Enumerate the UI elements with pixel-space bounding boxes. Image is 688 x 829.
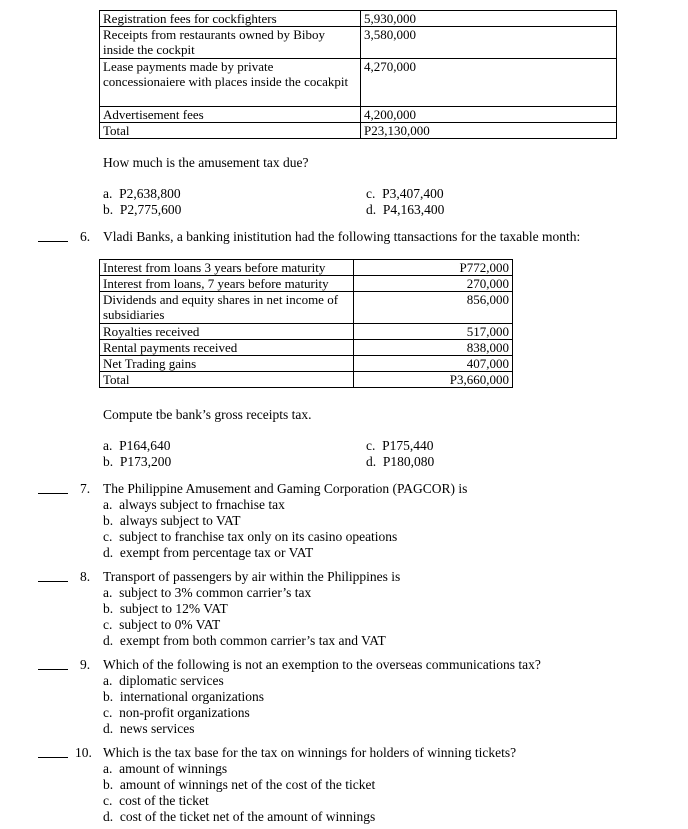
option-a: a. amount of winnings (103, 761, 228, 776)
row-value: 4,270,000 (361, 59, 617, 107)
option-d: d. news services (103, 721, 195, 736)
option-b: b. P2,775,600 (103, 202, 182, 217)
table-row (100, 276, 513, 292)
option-c: c. cost of the ticket (103, 793, 209, 808)
answer-blank[interactable] (38, 669, 68, 670)
answer-blank[interactable] (38, 757, 68, 758)
question-number: 8. (80, 569, 91, 584)
row-value: 517,000 (354, 324, 513, 340)
option-c: c. P3,407,400 (366, 186, 444, 201)
row-label: Total (100, 372, 354, 388)
question-stem: Transport of passengers by air within the Philippines is (103, 569, 401, 584)
row-value: P3,660,000 (354, 372, 513, 388)
question-text: Compute tbe bank’s gross receipts tax. (103, 407, 312, 422)
question-number: 6. (80, 229, 91, 244)
question-stem: Which is the tax base for the tax on winnings for holders of winning tickets? (103, 745, 517, 760)
question-number: 7. (80, 481, 91, 496)
table-row (100, 107, 617, 123)
question-number: 10. (75, 745, 92, 760)
question-stem: Vladi Banks, a banking inistitution had the following ttansactions for the taxable month: (103, 229, 581, 244)
row-value: P772,000 (354, 260, 513, 276)
table-row (100, 292, 513, 324)
answer-blank[interactable] (38, 241, 68, 242)
row-label: Registration fees for cockfighters (100, 11, 361, 27)
row-label: Dividends and equity shares in net income of subsidiaries (100, 292, 354, 324)
option-b: b. international organizations (103, 689, 264, 704)
option-d: d. exempt from both common carrier’s tax and VAT (103, 633, 386, 648)
bank-transactions-table (99, 259, 513, 388)
option-a: a. always subject to frnachise tax (103, 497, 285, 512)
table-row (100, 260, 513, 276)
row-value: 838,000 (354, 340, 513, 356)
option-b: b. always subject to VAT (103, 513, 241, 528)
row-value: P23,130,000 (361, 123, 617, 139)
option-c: c. subject to franchise tax only on its casino opeations (103, 529, 398, 544)
table-row (100, 123, 617, 139)
row-label: Interest from loans, 7 years before maturity (100, 276, 354, 292)
table-row (100, 324, 513, 340)
row-label: Total (100, 123, 361, 139)
row-value: 856,000 (354, 292, 513, 324)
question-number: 9. (80, 657, 91, 672)
table-row (100, 340, 513, 356)
row-label: Lease payments made by private concessionaiere with places inside the cocakpit (100, 59, 361, 107)
question-text: How much is the amusement tax due? (103, 155, 309, 170)
row-value: 4,200,000 (361, 107, 617, 123)
option-b: b. P173,200 (103, 454, 172, 469)
option-c: c. P175,440 (366, 438, 434, 453)
row-label: Advertisement fees (100, 107, 361, 123)
row-label: Receipts from restaurants owned by Biboy inside the cockpit (100, 27, 361, 59)
option-a: a. P164,640 (103, 438, 171, 453)
row-value: 3,580,000 (361, 27, 617, 59)
option-a: a. diplomatic services (103, 673, 224, 688)
option-c: c. non-profit organizations (103, 705, 250, 720)
option-b: b. subject to 12% VAT (103, 601, 228, 616)
question-stem: Which of the following is not an exemption to the overseas communications tax? (103, 657, 541, 672)
table-row (100, 11, 617, 27)
answer-blank[interactable] (38, 493, 68, 494)
option-c: c. subject to 0% VAT (103, 617, 221, 632)
table-row (100, 59, 617, 107)
option-a: a. subject to 3% common carrier’s tax (103, 585, 312, 600)
option-b: b. amount of winnings net of the cost of the ticket (103, 777, 376, 792)
table-row (100, 372, 513, 388)
question-stem: The Philippine Amusement and Gaming Corporation (PAGCOR) is (103, 481, 468, 496)
table-row (100, 27, 617, 59)
option-d: d. cost of the ticket net of the amount of winnings (103, 809, 376, 824)
row-value: 5,930,000 (361, 11, 617, 27)
table-row (100, 356, 513, 372)
row-value: 407,000 (354, 356, 513, 372)
option-a: a. P2,638,800 (103, 186, 181, 201)
answer-blank[interactable] (38, 581, 68, 582)
option-d: d. exempt from percentage tax or VAT (103, 545, 314, 560)
row-label: Net Trading gains (100, 356, 354, 372)
row-label: Rental payments received (100, 340, 354, 356)
row-value: 270,000 (354, 276, 513, 292)
row-label: Interest from loans 3 years before maturity (100, 260, 354, 276)
option-d: d. P4,163,400 (366, 202, 445, 217)
amusement-receipts-table (99, 10, 617, 139)
option-d: d. P180,080 (366, 454, 435, 469)
row-label: Royalties received (100, 324, 354, 340)
